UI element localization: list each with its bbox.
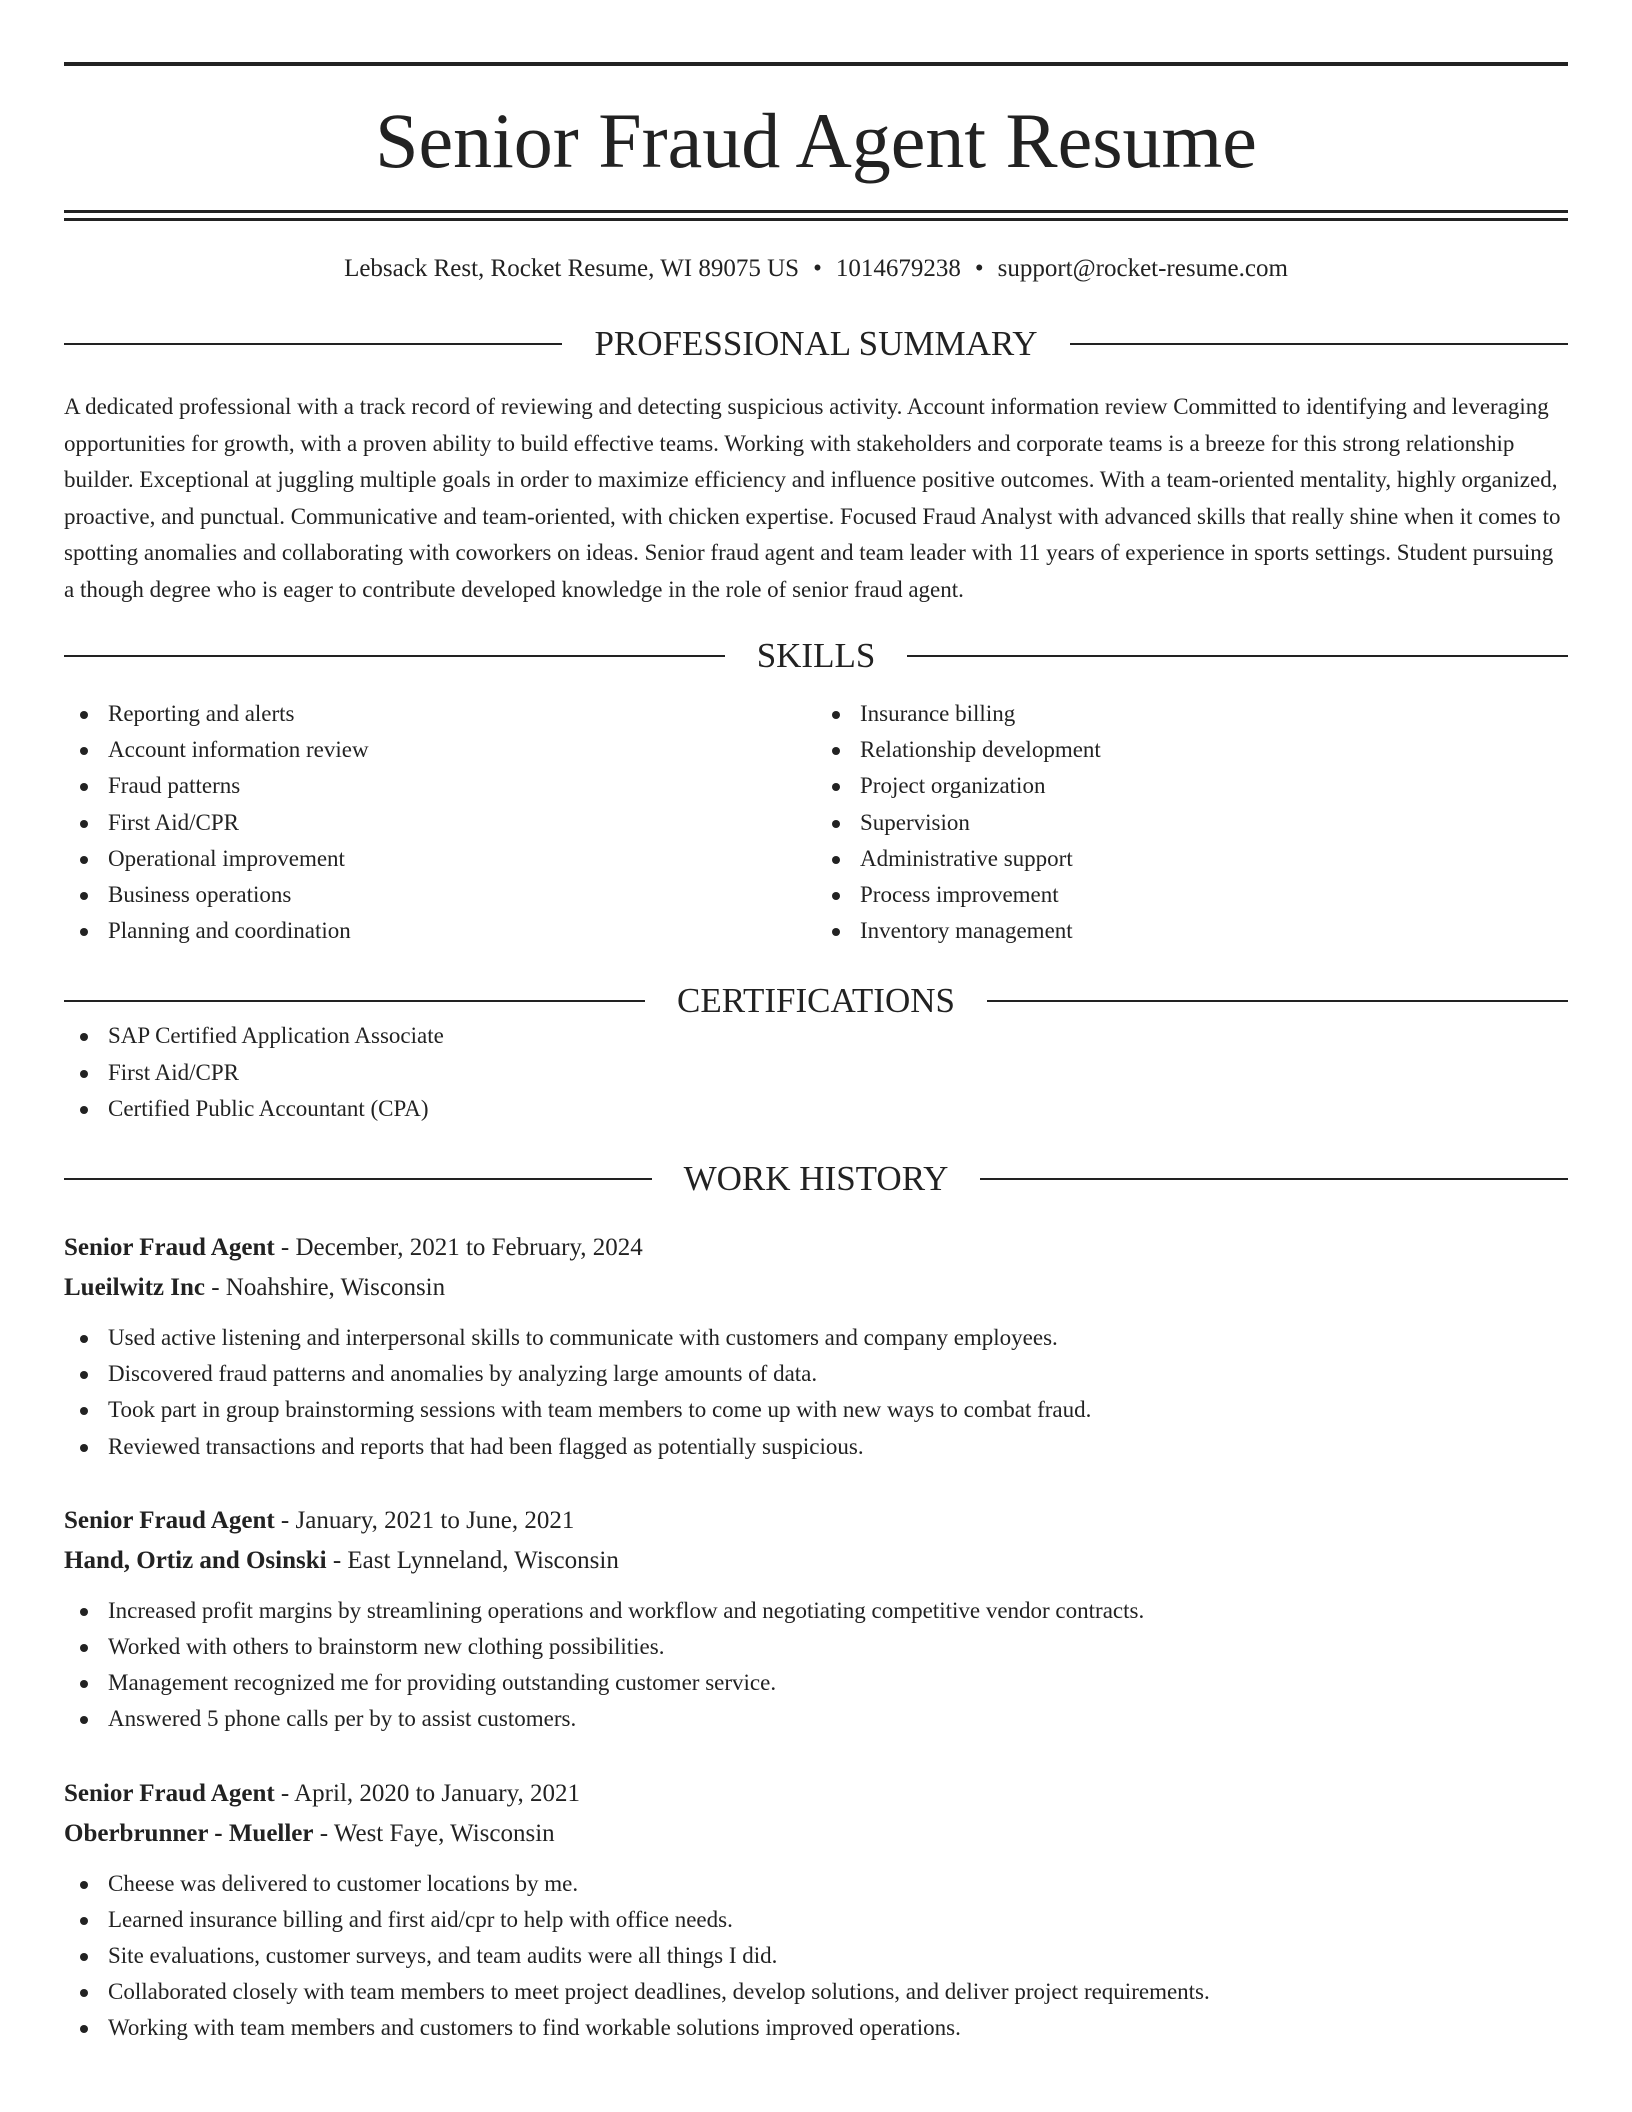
section-divider — [1070, 343, 1568, 345]
job-bullet: Increased profit margins by streamlining operations and workflow and negotiating competitive vendor contracts. — [64, 1593, 1568, 1629]
section-title-work: WORK HISTORY — [683, 1159, 949, 1199]
contact-address: Lebsack Rest, Rocket Resume, WI 89075 US — [344, 255, 800, 282]
skills-columns — [64, 696, 1568, 949]
section-divider — [987, 1000, 1568, 1002]
certifications-section-header — [64, 981, 1568, 1021]
job-role: Senior Fraud Agent — [64, 1234, 275, 1262]
job-dates: - April, 2020 to January, 2021 — [274, 1779, 580, 1807]
job-entry — [64, 1501, 1568, 1738]
certification-item: Certified Public Accountant (CPA) — [64, 1091, 1568, 1127]
skill-item: Inventory management — [816, 913, 1568, 949]
skills-list-right — [816, 696, 1568, 949]
job-bullet: Learned insurance billing and first aid/cpr to help with office needs. — [64, 1902, 1568, 1938]
skill-item: Supervision — [816, 805, 1568, 841]
skill-item: Process improvement — [816, 877, 1568, 913]
certification-item: SAP Certified Application Associate — [64, 1018, 1568, 1054]
job-dates: - January, 2021 to June, 2021 — [274, 1506, 575, 1534]
skill-item: Operational improvement — [64, 841, 816, 877]
section-divider — [64, 655, 725, 657]
job-bullet: Worked with others to brainstorm new clothing possibilities. — [64, 1629, 1568, 1665]
contact-email: support@rocket-resume.com — [997, 255, 1288, 282]
contact-phone: 1014679238 — [835, 255, 961, 282]
job-bullet: Management recognized me for providing outstanding customer service. — [64, 1665, 1568, 1701]
contact-line — [64, 254, 1568, 284]
job-entry — [64, 1774, 1568, 2047]
job-bullet: Discovered fraud patterns and anomalies by analyzing large amounts of data. — [64, 1356, 1568, 1392]
job-role-line — [64, 1228, 1568, 1268]
job-role: Senior Fraud Agent — [64, 1779, 275, 1807]
skill-item: Project organization — [816, 768, 1568, 804]
job-dates: - December, 2021 to February, 2024 — [274, 1234, 643, 1262]
skill-item: Planning and coordination — [64, 913, 816, 949]
section-title-skills: SKILLS — [756, 636, 876, 675]
job-bullet: Working with team members and customers to find workable solutions improved operations. — [64, 2010, 1568, 2046]
job-role-line — [64, 1501, 1568, 1541]
section-title-certifications: CERTIFICATIONS — [677, 981, 955, 1021]
job-bullet: Collaborated closely with team members to meet project deadlines, develop solutions, and deliver project requirements. — [64, 1974, 1568, 2010]
job-company-line — [64, 1268, 1568, 1308]
summary-section-header — [64, 326, 1568, 361]
summary-text: A dedicated professional with a track record of reviewing and detecting suspicious activity. Account information review Committed to identifying and leveraging opportunities for growth, with a proven ability to build effective teams. Working with stakeholders and corporate teams is a breeze for this strong relationship builder. Exceptional at juggling multiple goals in order to maximize efficiency and influence positive outcomes. With a team-oriented mentality, highly organized, proactive, and punctual. Communicative and team-oriented, with chicken expertise. Focused Fraud Analyst with advanced skills that really shine when it comes to spotting anomalies and collaborating with coworkers on ideas. Senior fraud agent and team leader with 11 years of experience in sports settings. Student pursuing a though degree who is eager to contribute developed knowledge in the role of senior fraud agent. — [64, 394, 1561, 602]
job-role: Senior Fraud Agent — [64, 1506, 275, 1534]
job-company-line — [64, 1541, 1568, 1581]
job-location: - East Lynneland, Wisconsin — [326, 1546, 619, 1574]
section-divider — [907, 655, 1568, 657]
skills-list-left — [64, 696, 816, 949]
job-company: Oberbrunner - Mueller — [64, 1819, 314, 1847]
job-entry — [64, 1228, 1568, 1465]
resume-title: Senior Fraud Agent Resume — [375, 97, 1257, 184]
job-company: Lueilwitz Inc — [64, 1274, 205, 1302]
skill-item: Reporting and alerts — [64, 696, 816, 732]
job-location: - West Faye, Wisconsin — [313, 1819, 555, 1847]
skills-section-header — [64, 638, 1568, 673]
job-bullets — [64, 1320, 1568, 1465]
section-divider — [980, 1178, 1568, 1180]
section-divider — [64, 343, 562, 345]
job-bullet: Site evaluations, customer surveys, and team audits were all things I did. — [64, 1938, 1568, 1974]
section-title-summary: PROFESSIONAL SUMMARY — [594, 324, 1038, 363]
job-company-line — [64, 1814, 1568, 1854]
contact-separator: • — [974, 255, 984, 282]
work-section-header — [64, 1159, 1568, 1199]
certification-item: First Aid/CPR — [64, 1055, 1568, 1091]
job-company: Hand, Ortiz and Osinski — [64, 1546, 327, 1574]
top-rule — [64, 62, 1568, 66]
job-role-line — [64, 1774, 1568, 1814]
job-bullets — [64, 1866, 1568, 2047]
section-divider — [64, 1000, 645, 1002]
job-bullets — [64, 1593, 1568, 1738]
job-bullet: Took part in group brainstorming sessions with team members to come up with new ways to combat fraud. — [64, 1392, 1568, 1428]
job-bullet: Answered 5 phone calls per by to assist customers. — [64, 1701, 1568, 1737]
job-bullet: Used active listening and interpersonal skills to communicate with customers and company employees. — [64, 1320, 1568, 1356]
contact-separator: • — [813, 255, 822, 282]
skill-item: Account information review — [64, 732, 816, 768]
job-bullet: Reviewed transactions and reports that had been flagged as potentially suspicious. — [64, 1429, 1568, 1465]
section-divider — [64, 1178, 652, 1180]
skill-item: Relationship development — [816, 732, 1568, 768]
skill-item: First Aid/CPR — [64, 805, 816, 841]
skill-item: Insurance billing — [816, 696, 1568, 732]
job-bullet: Cheese was delivered to customer locations by me. — [64, 1866, 1568, 1902]
skill-item: Administrative support — [816, 841, 1568, 877]
job-location: - Noahshire, Wisconsin — [204, 1274, 446, 1302]
skill-item: Business operations — [64, 877, 816, 913]
skill-item: Fraud patterns — [64, 768, 816, 804]
title-double-rule — [64, 210, 1568, 221]
certifications-list — [64, 1018, 1568, 1127]
